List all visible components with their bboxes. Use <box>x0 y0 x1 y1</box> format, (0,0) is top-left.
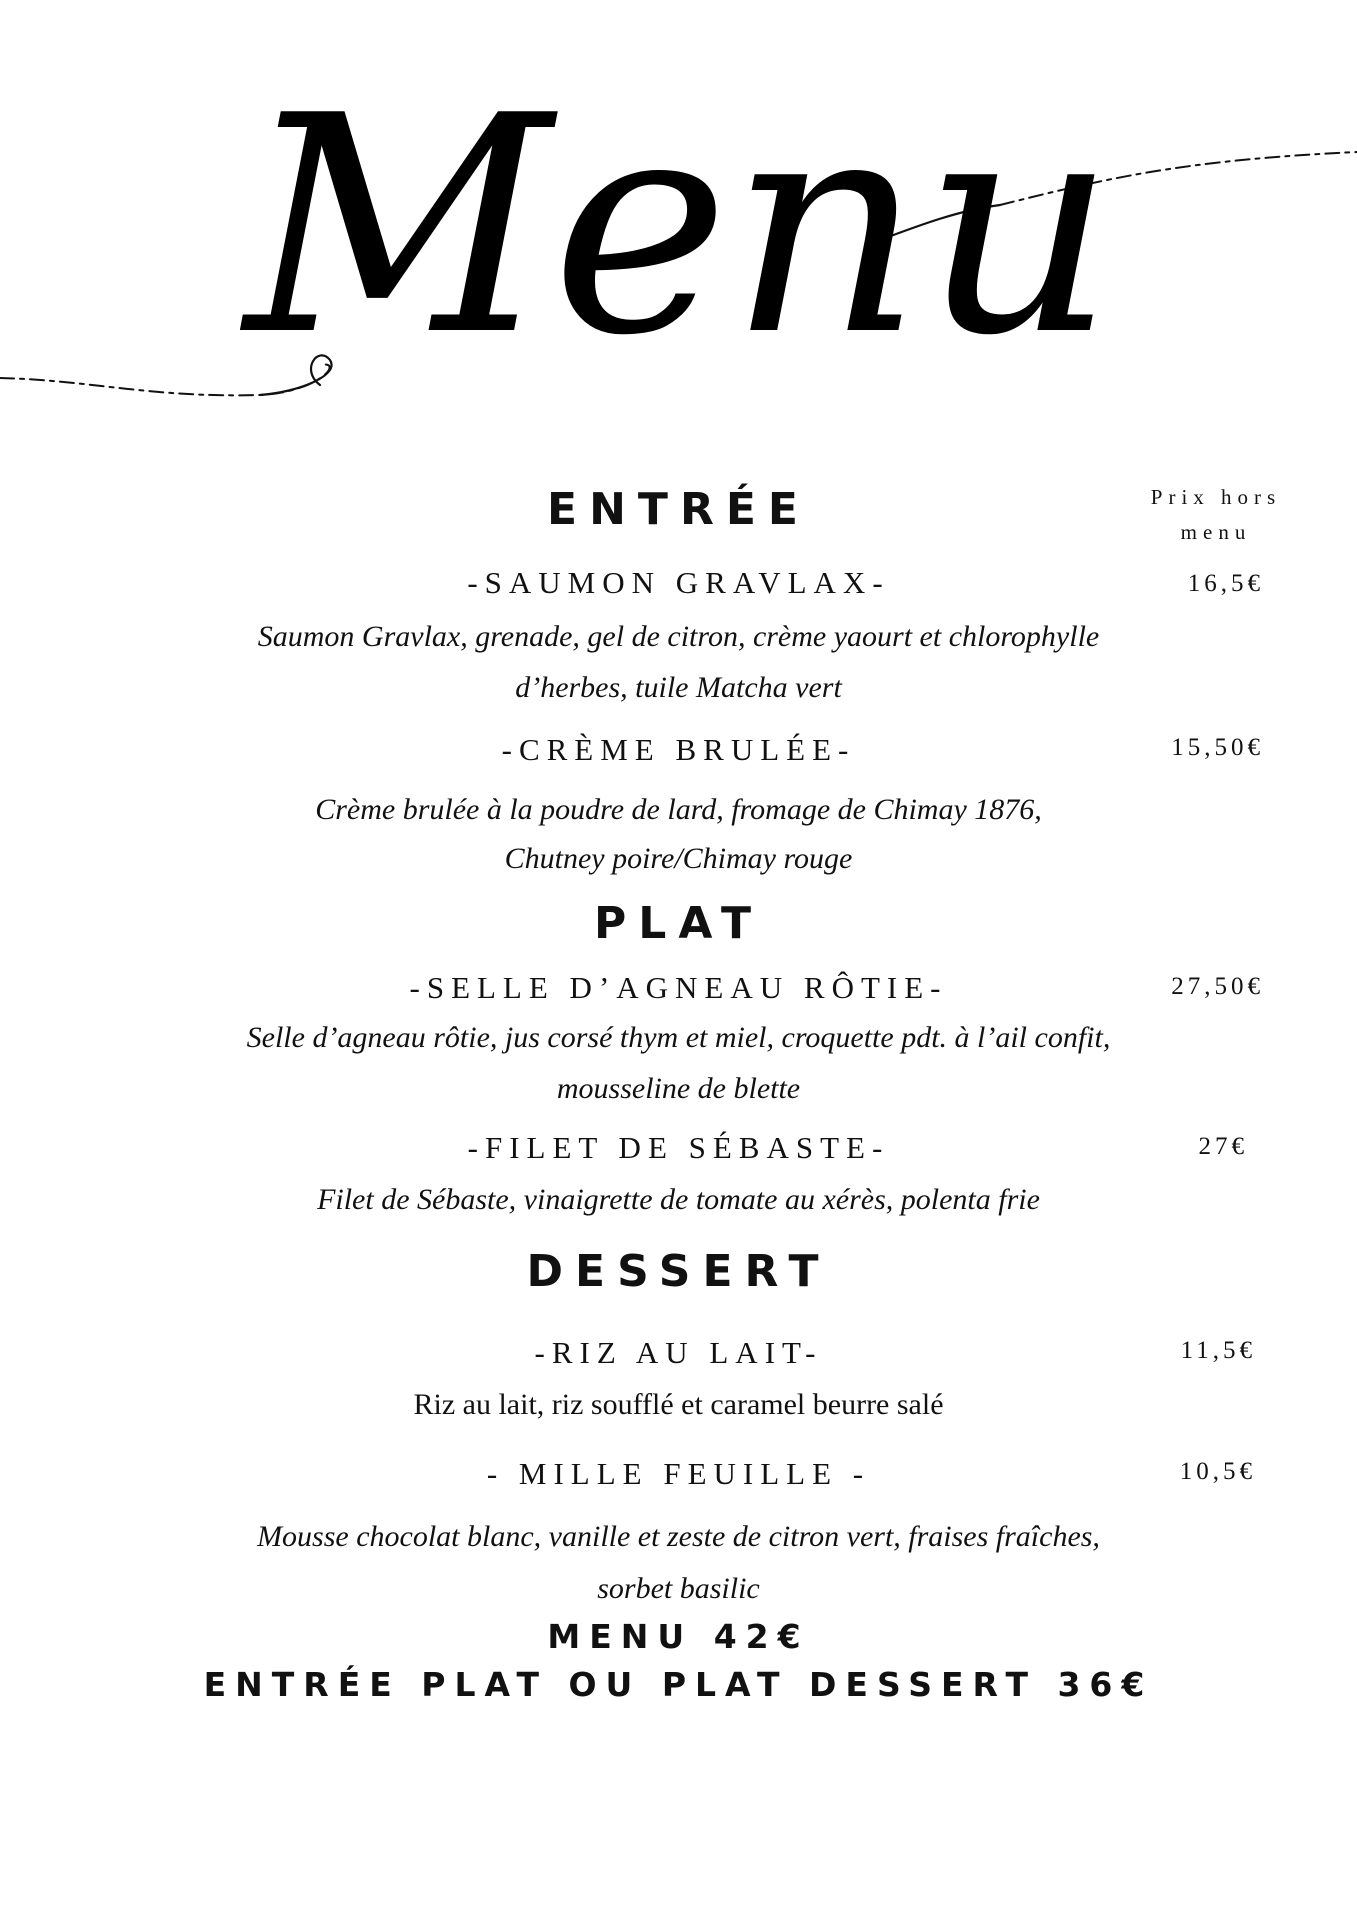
item-desc-creme-brulee-1: Crème brulée à la poudre de lard, fromage de Chimay 1876, <box>315 793 1042 826</box>
item-title-mille-feuille: - MILLE FEUILLE - <box>486 1456 871 1491</box>
item-title-sebaste: -FILET DE SÉBASTE- <box>467 1130 890 1165</box>
section-title-plat: PLAT <box>594 898 763 949</box>
item-title-saumon: -SAUMON GRAVLAX- <box>467 565 890 600</box>
item-price-agneau: 27,50€ <box>1171 973 1264 1000</box>
item-desc-agneau-2: mousseline de blette <box>556 1072 801 1105</box>
footer-menu-price: MENU 42€ <box>547 1617 810 1656</box>
item-title-agneau: -SELLE D’AGNEAU RÔTIE- <box>409 970 948 1005</box>
menu-title-graphic <box>0 0 1357 470</box>
price-note-line1: Prix hors <box>1150 485 1282 509</box>
section-title-entree: ENTRÉE <box>547 484 810 535</box>
price-note-line2: menu <box>1180 520 1252 544</box>
item-desc-agneau-1: Selle d’agneau rôtie, jus corsé thym et miel, croquette pdt. à l’ail confit, <box>246 1021 1111 1054</box>
item-price-creme-brulee: 15,50€ <box>1171 734 1264 761</box>
item-desc-saumon-2: d’herbes, tuile Matcha vert <box>515 671 842 704</box>
item-title-creme-brulee: -CRÈME BRULÉE- <box>501 732 856 767</box>
item-desc-saumon-1: Saumon Gravlax, grenade, gel de citron, crème yaourt et chlorophylle <box>257 620 1100 653</box>
menu-title: Menu <box>244 52 1116 401</box>
item-desc-mille-feuille-1: Mousse chocolat blanc, vanille et zeste de citron vert, fraises fraîches, <box>257 1520 1100 1553</box>
item-desc-mille-feuille-2: sorbet basilic <box>597 1572 760 1605</box>
footer-formula-price: ENTRÉE PLAT OU PLAT DESSERT 36€ <box>203 1665 1154 1704</box>
item-desc-sebaste-1: Filet de Sébaste, vinaigrette de tomate au xérès, polenta frie <box>317 1183 1040 1216</box>
item-desc-creme-brulee-2: Chutney poire/Chimay rouge <box>504 842 853 875</box>
item-price-mille-feuille: 10,5€ <box>1179 1458 1256 1485</box>
section-title-dessert: DESSERT <box>526 1246 831 1297</box>
item-price-saumon: 16,5€ <box>1187 570 1264 597</box>
item-desc-riz-au-lait-1: Riz au lait, riz soufflé et caramel beurre salé <box>413 1388 944 1421</box>
price-note <box>1136 480 1296 550</box>
item-price-riz-au-lait: 11,5€ <box>1180 1337 1256 1364</box>
item-title-riz-au-lait: -RIZ AU LAIT- <box>534 1335 823 1370</box>
item-price-sebaste: 27€ <box>1198 1133 1248 1160</box>
